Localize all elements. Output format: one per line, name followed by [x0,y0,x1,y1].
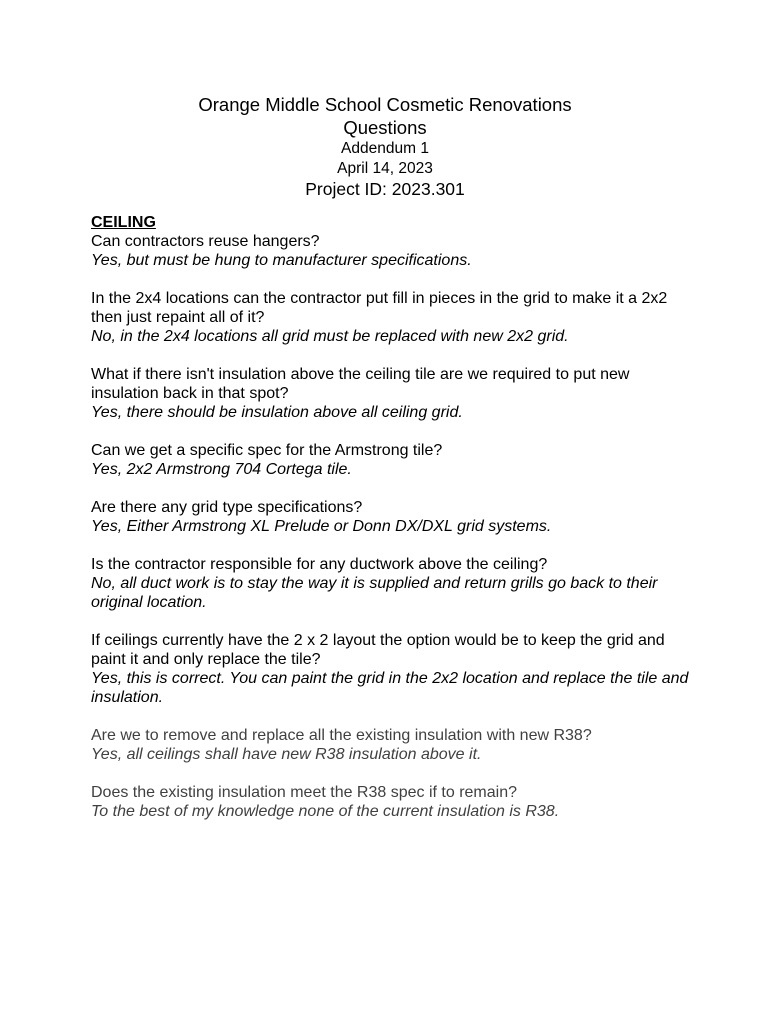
question-text: Does the existing insulation meet the R38 spec if to remain? [91,784,518,801]
qa-item [91,441,690,479]
qa-item [91,726,690,764]
answer-text: No, in the 2x4 locations all grid must be replaced with new 2x2 grid. [91,328,569,345]
document-date: April 14, 2023 [337,159,433,177]
answer-text: Yes, there should be insulation above all ceiling grid. [91,404,463,421]
answer-text: Yes, this is correct. You can paint the grid in the 2x2 location and replace the tile and insulation. [91,670,689,706]
project-id: Project ID: 2023.301 [305,179,465,199]
qa-item [91,232,690,270]
qa-item [91,498,690,536]
question-text: In the 2x4 locations can the contractor put fill in pieces in the grid to make it a 2x2 then just repaint all of it? [91,290,668,326]
question-text: Can we get a specific spec for the Armstrong tile? [91,442,443,459]
addendum-label: Addendum 1 [341,140,429,157]
document-title: Orange Middle School Cosmetic Renovations [198,94,572,115]
answer-text: No, all duct work is to stay the way it is supplied and return grills go back to their original location. [91,575,658,611]
question-text: Are there any grid type specifications? [91,499,363,516]
section-heading-ceiling: CEILING [91,214,156,231]
answer-text: To the best of my knowledge none of the current insulation is R38. [91,803,560,820]
qa-item [91,555,690,612]
question-text: If ceilings currently have the 2 x 2 layout the option would be to keep the grid and paint it and only replace the tile? [91,632,665,668]
question-text: Are we to remove and replace all the existing insulation with new R38? [91,727,592,744]
qa-item [91,783,690,821]
answer-text: Yes, all ceilings shall have new R38 insulation above it. [91,746,482,763]
document-body [91,213,690,840]
question-text: Is the contractor responsible for any ductwork above the ceiling? [91,556,548,573]
answer-text: Yes, but must be hung to manufacturer specifications. [91,252,472,269]
question-text: Can contractors reuse hangers? [91,233,320,250]
question-text: What if there isn't insulation above the ceiling tile are we required to put new insulation back in that spot? [91,366,630,402]
qa-item [91,631,690,707]
qa-item [91,365,690,422]
answer-text: Yes, Either Armstrong XL Prelude or Donn DX/DXL grid systems. [91,518,552,535]
answer-text: Yes, 2x2 Armstrong 704 Cortega tile. [91,461,352,478]
document-header [0,93,770,200]
qa-item [91,289,690,346]
document-subtitle: Questions [343,117,427,138]
